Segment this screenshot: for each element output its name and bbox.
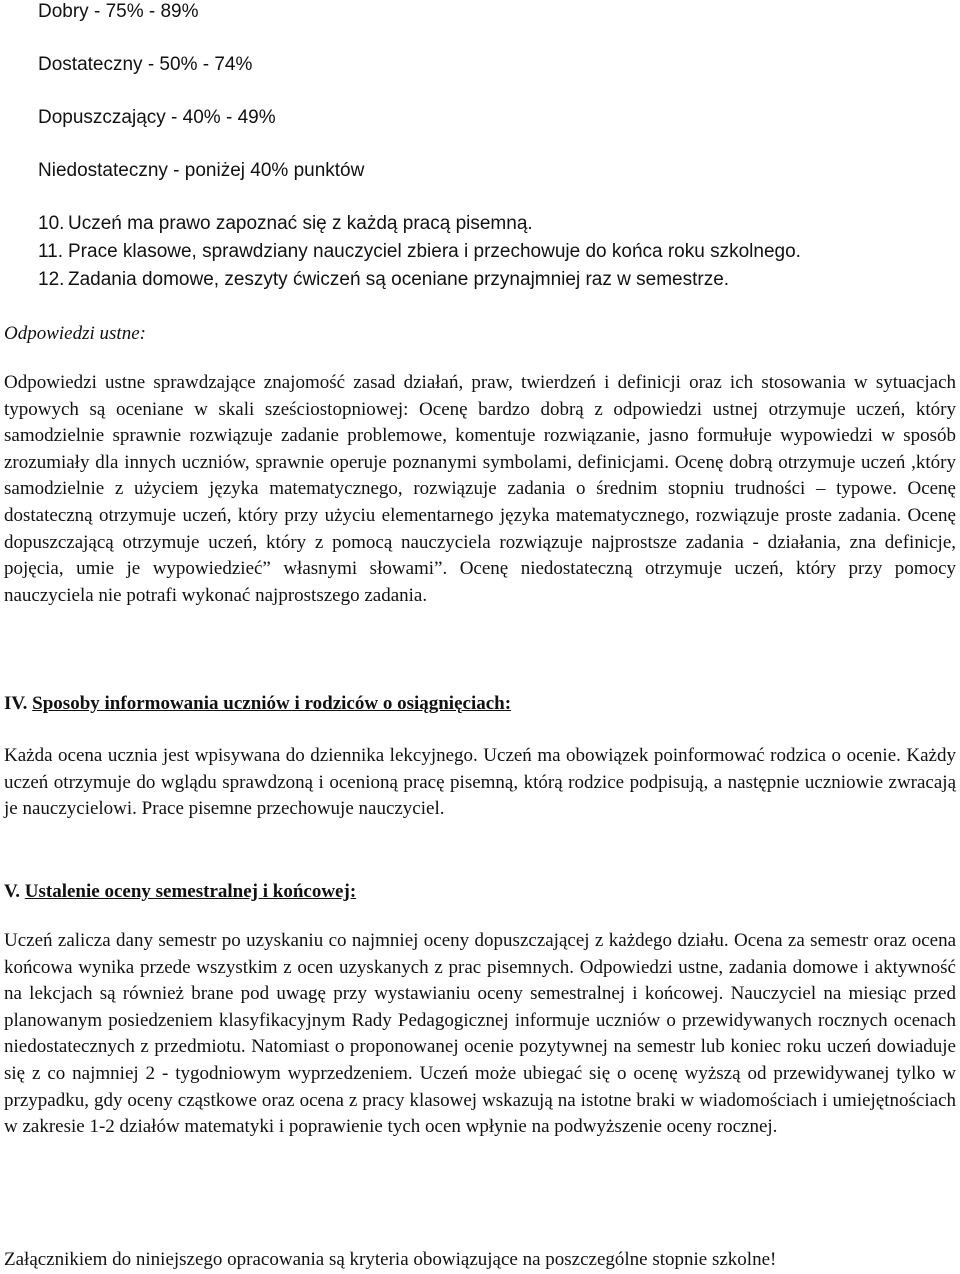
- list-item-number: 10.: [38, 213, 65, 234]
- oral-answers-paragraph: Odpowiedzi ustne sprawdzające znajomość zasad działań, praw, twierdzeń i definicji oraz ich stosowania w sytuacjach typowych są oceniane w skali sześciostopniowej: Ocenę bardzo dobrą z odpowiedzi ustnej otrzymuje uczeń, który samodzielnie sprawnie rozwiązuje zadanie problemowe, komentuje rozwiązanie, jasno formułuje wypowiedzi w sposób zrozumiały dla innych uczniów, sprawnie operuje poznanymi symbolami, definicjami. Ocenę dobrą otrzymuje uczeń ,który samodzielnie z użyciem języka matematycznego, rozwiązuje zadania o średnim stopniu trudności – typowe. Ocenę dostateczną otrzymuje uczeń, który przy użyciu elementarnego języka matematycznego, rozwiązuje proste zadania. Ocenę dopuszczającą otrzymuje uczeń, który z pomocą nauczyciela rozwiązuje najprostsze zadania - działania, zna definicje, pojęcia, umie je wypowiedzieć” własnymi słowami”. Ocenę niedostateczną otrzymuje uczeń, który przy pomocy nauczyciela nie potrafi wykonać najprostszego zadania.: [4, 372, 956, 606]
- grade-good: Dobry - 75% - 89%: [38, 1, 199, 22]
- list-item-number: 12.: [38, 269, 65, 290]
- grade-insufficient: Niedostateczny - poniżej 40% punktów: [38, 160, 365, 181]
- section-title: Sposoby informowania uczniów i rodziców o osiągnięciach:: [32, 693, 512, 714]
- grade-sufficient: Dopuszczający - 40% - 49%: [38, 107, 276, 128]
- list-item-12: [38, 269, 729, 291]
- section-v-paragraph: Uczeń zalicza dany semestr po uzyskaniu co najmniej oceny dopuszczającej z każdego działu. Ocena za semestr oraz ocena końcowa wynika przede wszystkim z ocen uzyskanych z prac pisemnych. Odpowiedzi ustne, zadania domowe i aktywność na lekcjach są również brane pod uwagę przy wystawianiu oceny semestralnej i końcowej. Nauczyciel na miesiąc przed planowanym posiedzeniem klasyfikacyjnym Rady Pedagogicznej informuje uczniów o przewidywanych rocznych ocenach niedostatecznych z przedmiotu. Natomiast o proponowanej ocenie pozytywnej na semestr lub koniec roku uczeń dowiaduje się z co najmniej 2 - tygodniowym wyprzedzeniem. Uczeń może ubiegać się o ocenę wyższą od przewidywanej tylko w przypadku, gdy oceny cząstkowe oraz ocena z pracy klasowej wskazują na istotne braki w wiadomościach i umiejętnościach w zakresie 1-2 działów matematyki i poprawienie tych ocen wpłynie na podwyższenie oceny rocznej.: [4, 930, 956, 1138]
- grade-satisfactory: Dostateczny - 50% - 74%: [38, 54, 253, 75]
- list-item-text: Prace klasowe, sprawdziany nauczyciel zbiera i przechowuje do końca roku szkolnego.: [68, 241, 801, 262]
- list-item-text: Zadania domowe, zeszyty ćwiczeń są oceniane przynajmniej raz w semestrze.: [68, 269, 730, 290]
- section-title: Ustalenie oceny semestralnej i końcowej:: [24, 881, 357, 902]
- section-number: V.: [4, 881, 21, 902]
- closing-note: Załącznikiem do niniejszego opracowania są kryteria obowiązujące na poszczególne stopnie szkolne!: [4, 1249, 777, 1270]
- oral-answers-heading: Odpowiedzi ustne:: [4, 323, 146, 344]
- list-item-number: 11.: [38, 241, 64, 262]
- section-iv-heading: [4, 692, 511, 716]
- section-number: IV.: [4, 693, 28, 714]
- list-item-11: [38, 241, 801, 263]
- list-item-text: Uczeń ma prawo zapoznać się z każdą pracą pisemną.: [68, 213, 533, 234]
- section-v-heading: [4, 880, 356, 904]
- list-item-10: [38, 213, 533, 235]
- section-iv-paragraph: Każda ocena ucznia jest wpisywana do dziennika lekcyjnego. Uczeń ma obowiązek poinformować rodzica o ocenie. Każdy uczeń otrzymuje do wglądu sprawdzoną i ocenioną pracę pisemną, którą rodzice podpisują, a następnie uczniowie zwracają je nauczycielowi. Prace pisemne przechowuje nauczyciel.: [4, 745, 956, 820]
